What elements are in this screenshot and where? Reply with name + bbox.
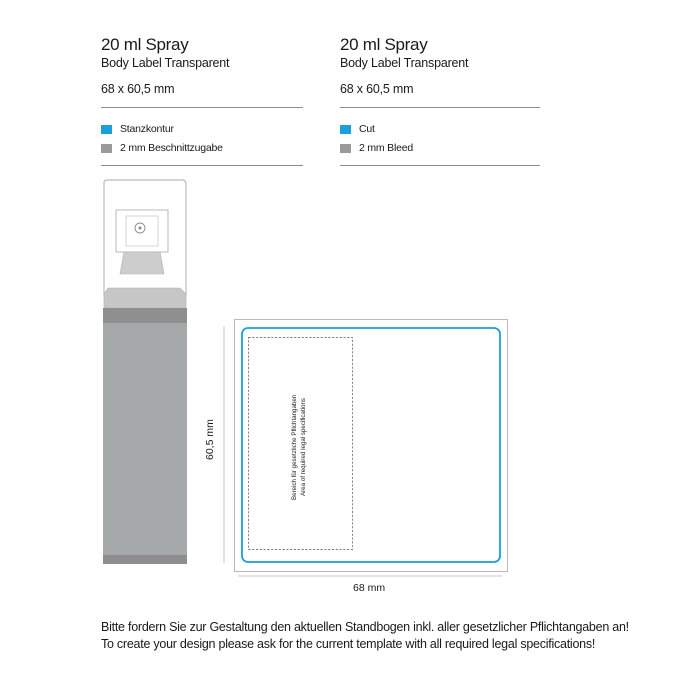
divider-english-bottom (340, 165, 540, 166)
footer-line-english: To create your design please ask for the current template with all required legal specifications! (101, 637, 596, 651)
bleed-outline (235, 320, 508, 572)
cyan-swatch-icon (340, 125, 351, 134)
legend-item-cut-english (340, 123, 375, 135)
title-english: 20 ml Spray (340, 35, 428, 54)
subtitle-german: Body Label Transparent (101, 56, 230, 70)
legend-item-cut-german (101, 123, 174, 135)
legend-item-bleed-english (340, 142, 413, 154)
legend-label: Stanzkontur (120, 123, 174, 135)
divider-german-bottom (101, 165, 303, 166)
cyan-swatch-icon (101, 125, 112, 134)
legend-label: 2 mm Beschnittzugabe (120, 142, 223, 154)
footer-line-german: Bitte fordern Sie zur Gestaltung den aktuellen Standbogen inkl. aller gesetzlicher Pflichtangaben an! (101, 620, 629, 634)
divider-english-top (340, 107, 540, 108)
label-template (205, 315, 515, 595)
divider-german-top (101, 107, 303, 108)
pump-neck (120, 252, 164, 274)
spray-bottle-illustration (98, 176, 194, 568)
grey-swatch-icon (340, 144, 351, 153)
legend-label: Cut (359, 123, 375, 135)
size-german: 68 x 60,5 mm (101, 82, 175, 96)
subtitle-english: Body Label Transparent (340, 56, 469, 70)
legal-area-text (290, 376, 308, 518)
legal-area-text-en: Area of required legal specifications (300, 397, 307, 497)
bottle-collar (103, 308, 187, 323)
bottle-shoulder (104, 288, 186, 308)
legend-item-bleed-german (101, 142, 223, 154)
width-label: 68 mm (353, 582, 386, 594)
legend-label: 2 mm Bleed (359, 142, 414, 154)
grey-swatch-icon (101, 144, 112, 153)
bottle-base (103, 555, 187, 564)
legal-area-text-de: Bereich für gesetzliche Pflichtangaben (291, 394, 298, 500)
size-english: 68 x 60,5 mm (340, 82, 414, 96)
title-german: 20 ml Spray (101, 35, 189, 54)
bottle-body (103, 323, 187, 555)
height-label: 60,5 mm (204, 419, 216, 461)
footer-note (101, 619, 691, 653)
nozzle-hole (139, 227, 142, 230)
